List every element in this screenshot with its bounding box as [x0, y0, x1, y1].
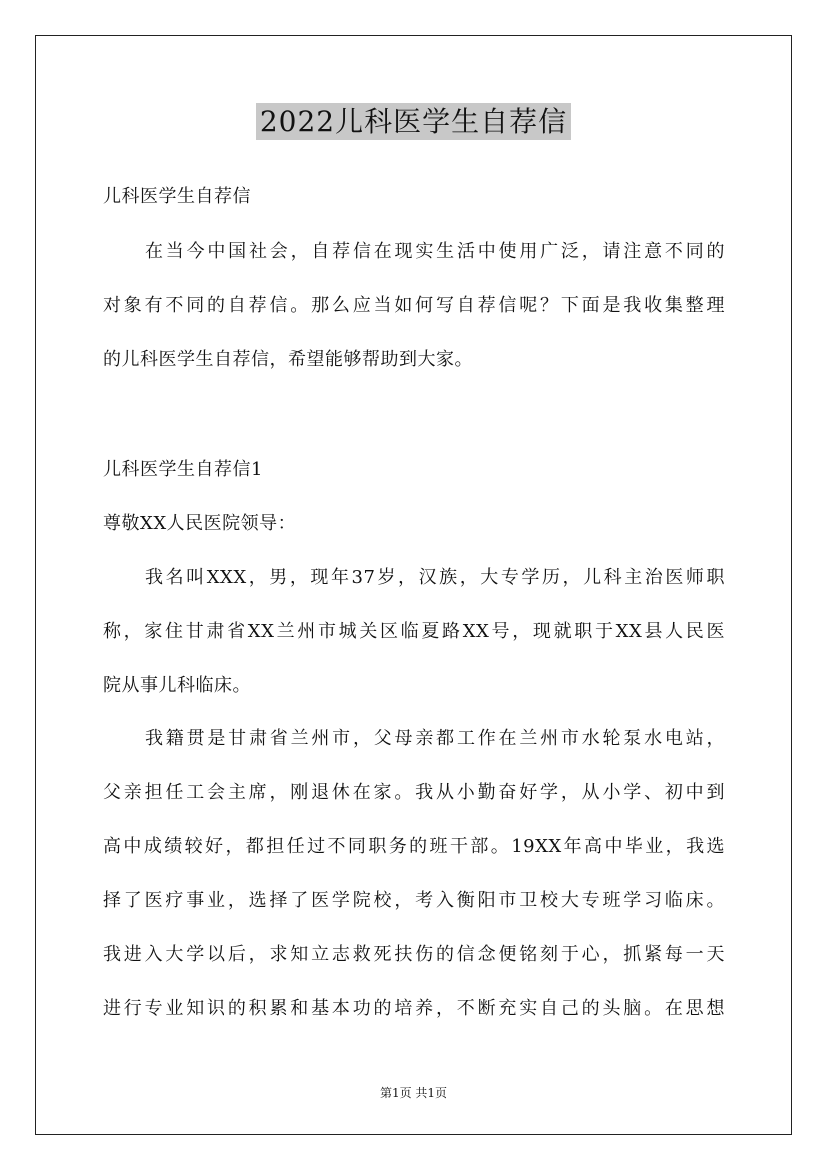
- subtitle: 儿科医学生自荐信: [103, 186, 251, 207]
- paragraph-line: 我籍贯是甘肃省兰州市，父母亲都工作在兰州市水轮泵水电站，: [145, 728, 725, 749]
- paragraph-line: 高中成绩较好，都担任过不同职务的班干部。19XX年高中毕业，我选: [103, 836, 725, 857]
- paragraph-line: 称，家住甘肃省XX兰州市城关区临夏路XX号，现就职于XX县人民医: [103, 621, 725, 642]
- paragraph-line: 我进入大学以后，求知立志救死扶伤的信念便铭刻于心，抓紧每一天: [103, 944, 725, 965]
- paragraph-line: 择了医疗事业，选择了医学院校，考入衡阳市卫校大专班学习临床。: [103, 890, 725, 911]
- document-title-wrapper: [0, 100, 827, 140]
- salutation: 尊敬XX人民医院领导：: [103, 513, 297, 534]
- paragraph-line: 院从事儿科临床。: [103, 675, 251, 696]
- paragraph-line: 我名叫XXX，男，现年37岁，汉族，大专学历，儿科主治医师职: [145, 567, 725, 588]
- page-footer: 第1页 共1页: [379, 1086, 448, 1100]
- intro-line: 在当今中国社会，自荐信在现实生活中使用广泛，请注意不同的: [145, 241, 725, 262]
- document-title: 2022儿科医学生自荐信: [256, 103, 571, 140]
- intro-line: 的儿科医学生自荐信，希望能够帮助到大家。: [103, 349, 473, 370]
- paragraph-line: 父亲担任工会主席，刚退休在家。我从小勤奋好学，从小学、初中到: [103, 782, 725, 803]
- intro-line: 对象有不同的自荐信。那么应当如何写自荐信呢？下面是我收集整理: [103, 295, 725, 316]
- paragraph-line: 进行专业知识的积累和基本功的培养，不断充实自己的头脑。在思想: [103, 998, 725, 1019]
- section-heading: 儿科医学生自荐信1: [103, 459, 263, 480]
